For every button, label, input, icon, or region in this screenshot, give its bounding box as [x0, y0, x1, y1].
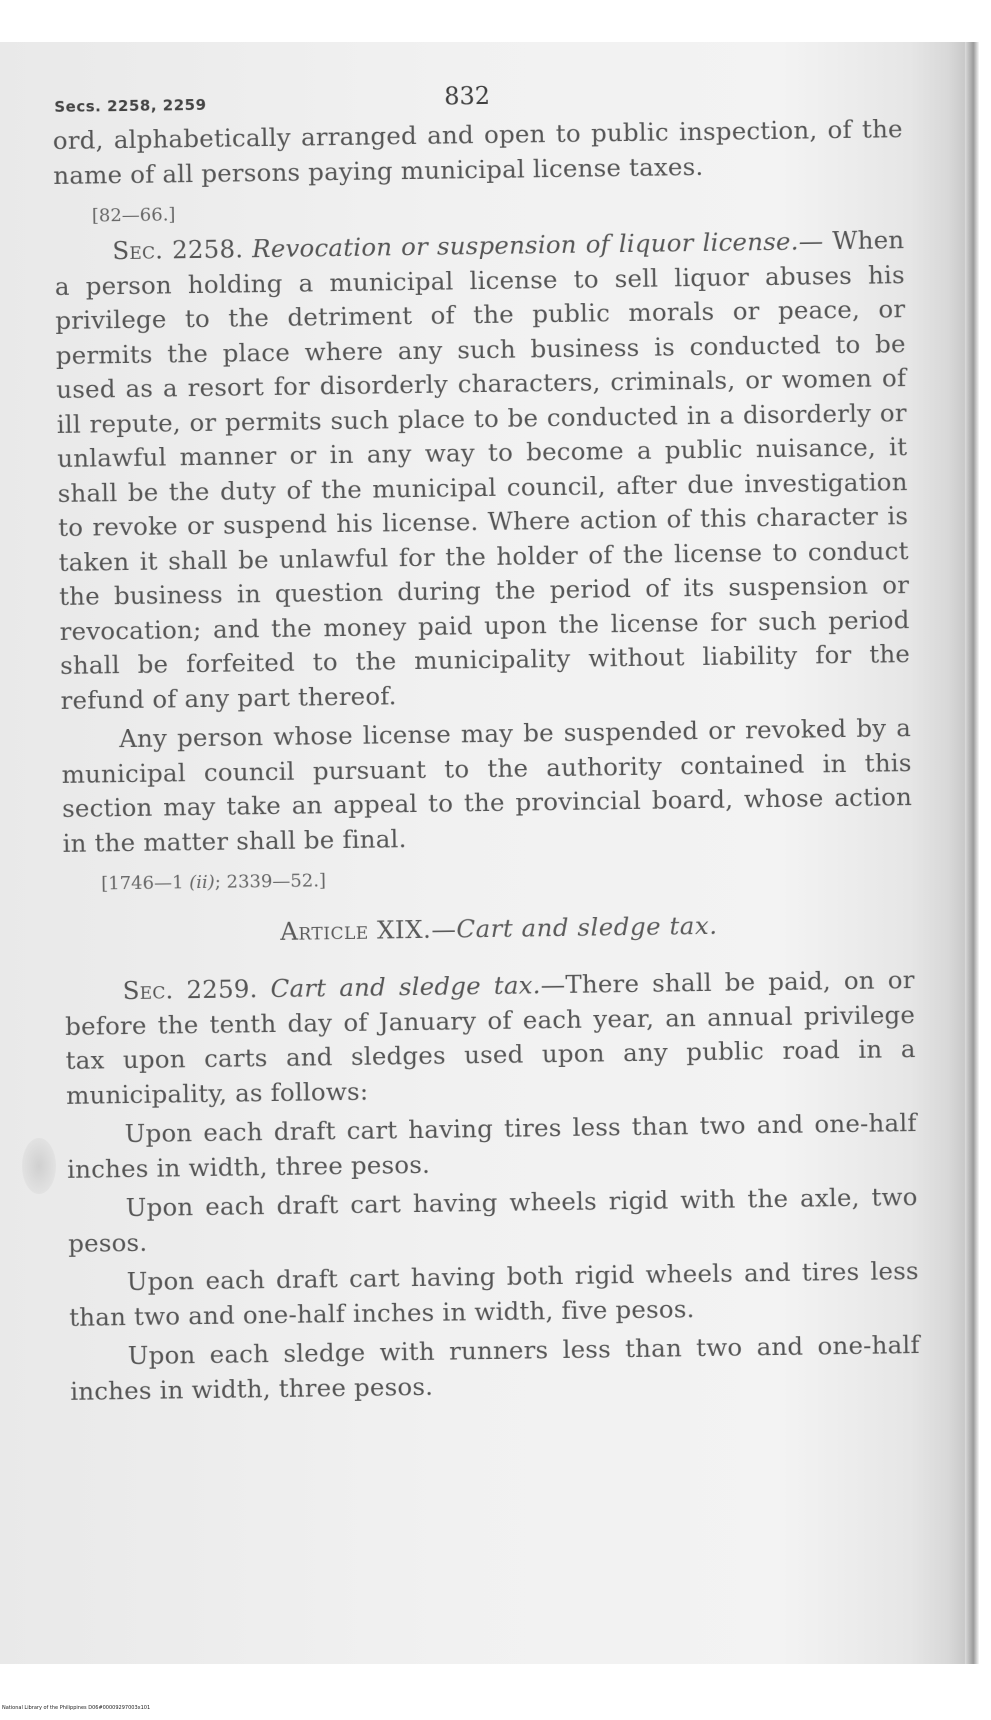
- section-range-header: Secs. 2258, 2259: [54, 95, 207, 116]
- article-heading: [84, 905, 914, 953]
- scan-smudge: [22, 1138, 56, 1194]
- carryover-reference: [82—66.]: [91, 204, 176, 227]
- tax-item: Upon each draft cart having tires less than two and one-half inches in width, three pesos.: [66, 1108, 917, 1184]
- section-2259-paragraph: [64, 963, 916, 1113]
- section-2258-appeal-paragraph: Any person whose license may be suspended or revoked by a municipal council pursuant to the authority contained in this section may take an appeal to the provincial board, whose action in the matter shall be final.: [61, 713, 913, 858]
- section-2258-ref-part-a: [1746—1: [101, 872, 190, 895]
- tax-item: Upon each sledge with runners less than two and one-half inches in width, three pesos.: [70, 1330, 920, 1406]
- page-edge-shadow: [965, 42, 979, 1664]
- tax-item: Upon each draft cart having wheels rigid with the axle, two pesos.: [68, 1182, 918, 1258]
- article-label: Article XIX.—: [280, 914, 457, 946]
- scan-credit: National Library of the Philippines D06#00009297003x101: [2, 1705, 151, 1711]
- section-2258-reference: [101, 857, 913, 900]
- carryover-paragraph: ord, alphabetically arranged and open to public inspection, of the name of all persons paying municipal license taxes.: [52, 114, 903, 190]
- section-2258-ref-part-c: ; 2339—52.]: [214, 870, 327, 893]
- section-2258-title: Revocation or suspension of liquor license.—: [251, 226, 824, 264]
- page-number: 832: [444, 81, 491, 111]
- tax-item: Upon each draft cart having both rigid wheels and tires less than two and one-half inches in width, five pesos.: [69, 1256, 919, 1332]
- section-2258-ref-part-b: (ii): [189, 871, 215, 894]
- section-2259-title: Cart and sledge tax.: [270, 970, 541, 1004]
- section-2258-paragraph: [54, 223, 911, 718]
- page-content: [52, 70, 920, 1409]
- section-2259-intro: —There shall be paid, on or before the tenth day of January of each year, an annual privilege tax upon carts and sledges used upon any public road in a municipality, as follows:: [64, 965, 916, 1110]
- article-title: Cart and sledge tax.: [456, 910, 718, 944]
- section-2258-body: When a person holding a municipal license to sell liquor abuses his privilege to the detriment of the public morals or peace, or permits the place where any such business is conducted to be used as a resort for disorderly characters, criminals, or women of ill repute, or permits such place to be conducted in a disorderly or unlawful manner or in any way to become a public nuisance, it shall be the duty of the municipal council, after due investigation to revoke or suspend his license. Where action of this character is taken it shall be unlawful for the holder of the license to conduct the business in question during the period of its suspension or revocation; and the money paid upon the license for such period shall be forfeited to the municipality without liability for the refund of any part thereof.: [54, 225, 911, 715]
- section-2258-label: Sec. 2258.: [112, 234, 244, 266]
- section-2259-label: Sec. 2259.: [122, 974, 258, 1006]
